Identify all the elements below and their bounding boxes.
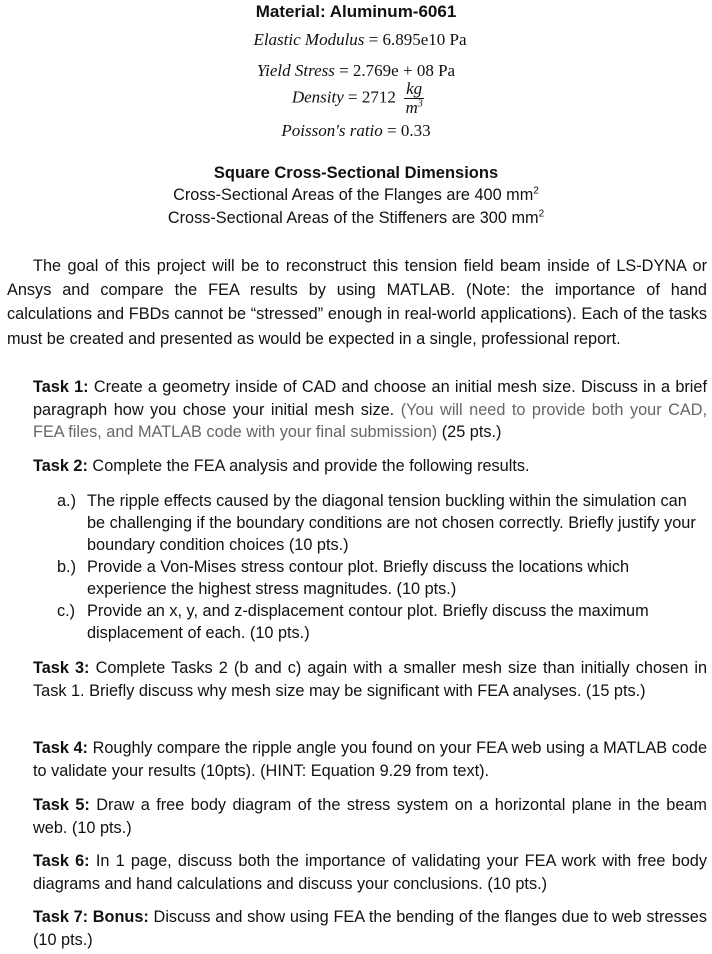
poisson-ratio-value: = 0.33 xyxy=(387,121,431,140)
task-2c: c.) Provide an x, y, and z-displacement contour plot. Briefly discuss the maximum displacement of each. (10 pts.) xyxy=(57,602,649,642)
density-label: Density xyxy=(291,87,344,107)
density-equation xyxy=(0,80,712,117)
task-6: Task 6: In 1 page, discuss both the importance of validating your FEA work with free body diagrams and hand calculations and discuss your conclusions. (10 pts.) xyxy=(33,852,707,893)
intro-paragraph: The goal of this project will be to reconstruct this tension field beam inside of LS-DYNA or Ansys and compare the FEA results by using MATLAB. (Note: the importance of hand calculations and FBDs cannot be “stressed” enough in real-world applications). Each of the tasks must be created and presented as would be expected in a single, professional report. xyxy=(7,257,707,348)
stiffeners-area: Cross-Sectional Areas of the Stiffeners are 300 $mm^2$ xyxy=(167,208,545,227)
task-7-label: Task 7: Bonus: xyxy=(33,908,149,926)
poisson-ratio-label: Poisson's ratio xyxy=(281,121,383,140)
task-2a: a.) The ripple effects caused by the diagonal tension buckling within the simulation can be challenging if the boundary conditions are not chosen correctly. Briefly justify your boundary condition choices (10 pts.) xyxy=(57,492,696,554)
task-3: Task 3: Complete Tasks 2 (b and c) again with a smaller mesh size than initially chosen in Task 1. Briefly discuss why mesh size may be significant with FEA analyses. (15 pts.) xyxy=(33,659,708,700)
elastic-modulus-label: Elastic Modulus xyxy=(253,30,365,49)
task-2: Task 2: Complete the FEA analysis and provide the following results. xyxy=(33,457,530,475)
density-unit-denominator: $m^3$ xyxy=(405,98,423,117)
flanges-area: Cross-Sectional Areas of the Flanges are 400 $mm^2$ xyxy=(173,185,539,204)
yield-stress-label: Yield Stress xyxy=(256,61,335,80)
task-1-note: (You will need to provide both your CAD, FEA files, and MATLAB code with your final submission) xyxy=(33,400,707,441)
task-2-label: Task 2: xyxy=(33,457,88,475)
cross-section-title: Square Cross-Sectional Dimensions xyxy=(213,164,499,182)
yield-stress-value: = 2.769e + 08 Pa xyxy=(339,61,456,80)
elastic-modulus-equation xyxy=(0,30,712,50)
yield-stress-equation xyxy=(0,61,712,81)
elastic-modulus-value: = 6.895e10 Pa xyxy=(368,30,467,49)
task-1-label: Task 1: xyxy=(33,378,89,396)
task-5-label: Task 5: xyxy=(33,796,90,814)
task-3-label: Task 3: xyxy=(33,659,90,677)
task-5: Task 5: Draw a free body diagram of the stress system on a horizontal plane in the beam web. (10 pts.) xyxy=(33,796,707,837)
density-unit-fraction xyxy=(404,80,424,117)
task-4-label: Task 4: xyxy=(33,739,88,757)
poisson-ratio-equation xyxy=(0,121,712,141)
density-value: = 2712 xyxy=(348,87,396,107)
task-7: Task 7: Bonus: Discuss and show using FEA the bending of the flanges due to web stresses (10 pts.) xyxy=(33,908,708,949)
density-unit-numerator: kg xyxy=(406,79,423,98)
task-1: Task 1: Create a geometry inside of CAD and choose an initial mesh size. Discuss in a brief paragraph how you chose your initial mesh size. (You will need to provide both your CAD, FEA files, and MATLAB code with your final submission) (25 pts.) xyxy=(33,378,708,441)
task-6-label: Task 6: xyxy=(33,852,90,870)
material-title: Material: Aluminum-6061 xyxy=(255,2,457,21)
task-2b: b.) Provide a Von-Mises stress contour plot. Briefly discuss the locations which experience the highest stress magnitudes. (10 pts.) xyxy=(57,558,630,598)
task-4: Task 4: Roughly compare the ripple angle you found on your FEA web using a MATLAB code to validate your results (10pts). (HINT: Equation 9.29 from text). xyxy=(33,739,707,780)
